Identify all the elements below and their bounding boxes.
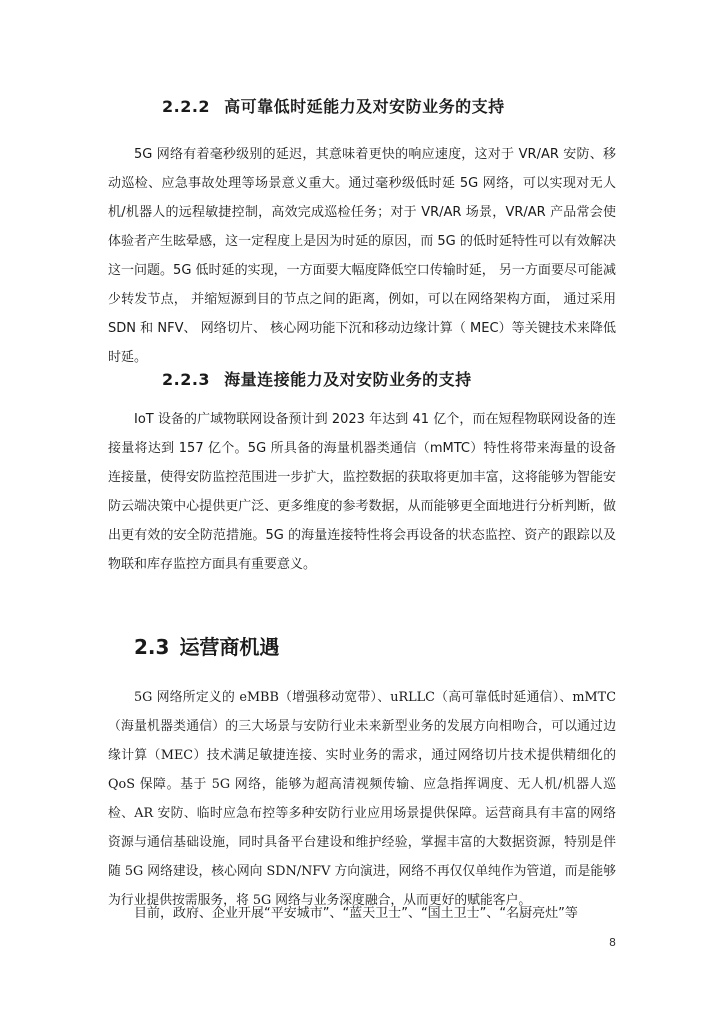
section-heading-2-2-2 [162,94,505,117]
section-heading-2-3 [134,631,279,660]
section-title: 运营商机遇 [179,635,280,659]
page-number: 8 [609,936,616,949]
paragraph-low-latency: 5G 网络有着毫秒级别的延迟，其意味着更快的响应速度，这对于 VR/AR 安防、移动巡检、应急事故处理等场景意义重大。通过毫秒级低时延 5G 网络，可以实现对无人机/机器人的远程敏捷控制，高效完成巡检任务；对于 VR/AR 场景，VR/AR 产品常会使体验者产生眩晕感，这一定程度上是因为时延的原因，而 5G 的低时延特性可以有效解决这一问题。5G 低时延的实现，一方面要大幅度降低空口传输时延， 另一方面要尽可能减少转发节点， 并缩短源到目的节点之间的距离，例如，可以在网络架构方面， 通过采用 SDN 和 NFV、 网络切片、 核心网功能下沉和移动边缘计算（ MEC）等关键技术来降低时延。 [108,147,616,365]
paragraph-current-status: 目前，政府、企业开展“平安城市”、“蓝天卫士”、“国土卫士”、“名厨亮灶”等 [134,906,578,921]
section-title: 海量连接能力及对安防业务的支持 [224,370,472,389]
paragraph-operator-opportunity: 5G 网络所定义的 eMBB（增强移动宽带）、uRLLC（高可靠低时延通信）、mMTC（海量机器类通信）的三大场景与安防行业未来新型业务的发展方向相吻合，可以通过边缘计算（MEC）技术满足敏捷连接、实时业务的需求，通过网络切片技术提供精细化的 QoS 保障。基于 5G 网络，能够为超高清视频传输、应急指挥调度、无人机/机器人巡检、AR 安防、临时应急布控等多种安防行业应用场景提供保障。运营商具有丰富的网络资源与通信基础设施，同时具备平台建设和维护经验，掌握丰富的大数据资源，特别是伴随 5G 网络建设，核心网向 SDN/NFV 方向演进，网络不再仅仅单纯作为管道，而是能够为行业提供按需服务，将 5G 网络与业务深度融合，从而更好的赋能客户。 [108,690,616,908]
section-number: 2.2.2 [162,97,211,116]
section-title: 高可靠低时延能力及对安防业务的支持 [224,97,505,116]
section-number: 2.3 [134,635,170,659]
section-heading-2-2-3 [162,367,472,390]
paragraph-massive-connection: IoT 设备的广域物联网设备预计到 2023 年达到 41 亿个，而在短程物联网设备的连接量将达到 157 亿个。5G 所具备的海量机器类通信（mMTC）特性将带来海量的设备连接量，使得安防监控范围进一步扩大，监控数据的获取将更加丰富，这将能够为智能安防云端决策中心提供更广泛、更多维度的参考数据，从而能够更全面地进行分析判断，做出更有效的安全防范措施。5G 的海量连接特性将会再设备的状态监控、资产的跟踪以及物联和库存监控方面具有重要意义。 [108,412,616,572]
section-number: 2.2.3 [162,370,211,389]
